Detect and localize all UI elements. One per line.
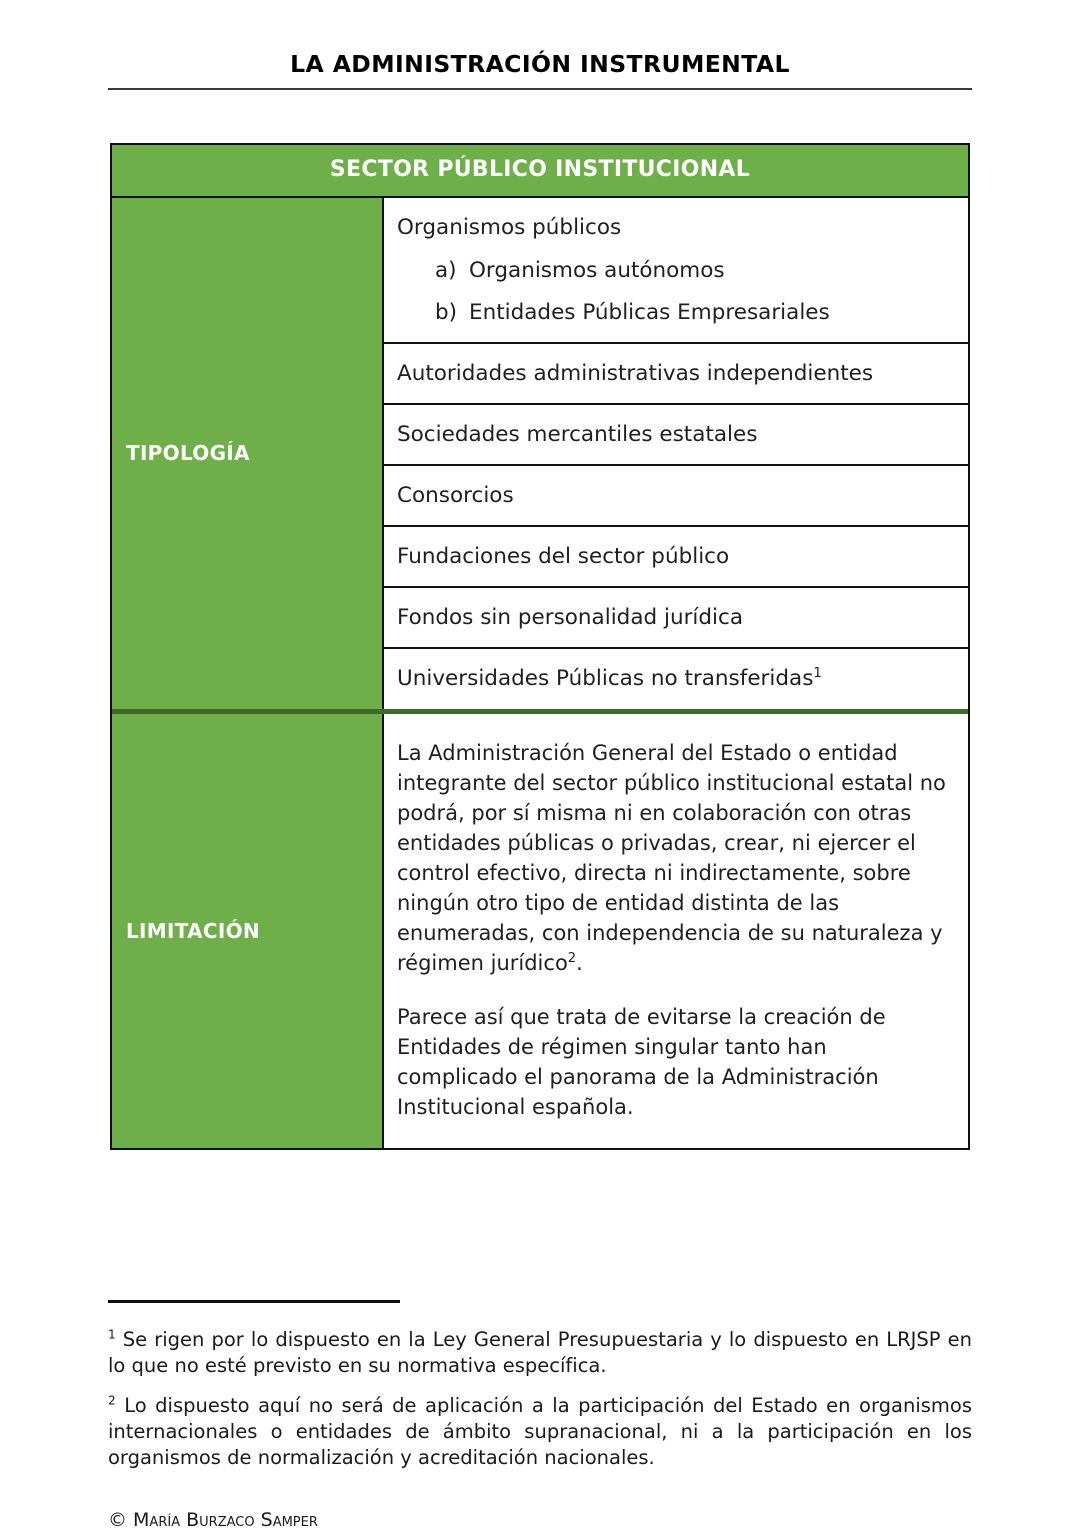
row-label-fundaciones: Fundaciones del sector público bbox=[397, 544, 730, 570]
section-content-tipologia bbox=[384, 198, 968, 708]
document-header bbox=[108, 52, 972, 87]
table-section-tipologia bbox=[112, 198, 968, 708]
table-header-band bbox=[112, 145, 968, 198]
table-row bbox=[384, 647, 968, 708]
list-item bbox=[397, 298, 956, 327]
footnote-marker-2: 2 bbox=[108, 1393, 116, 1408]
section-content-limitacion bbox=[384, 714, 968, 1148]
footer-copyright: © María Burzaco Samper bbox=[108, 1509, 318, 1531]
footnote-separator-rule bbox=[108, 1300, 400, 1303]
table-section-limitacion bbox=[112, 709, 968, 1148]
row-label-sociedades-mercantiles: Sociedades mercantiles estatales bbox=[397, 421, 758, 447]
table-row bbox=[384, 342, 968, 403]
footnote-ref-2: 2 bbox=[567, 950, 577, 966]
section-label-cell-tipologia bbox=[112, 198, 384, 708]
row-label-autoridades-administrativas: Autoridades administrativas independientes bbox=[397, 360, 874, 386]
footnotes-area bbox=[108, 1327, 972, 1471]
table-row bbox=[384, 525, 968, 586]
list-item-label-organismos-autonomos: Organismos autónomos bbox=[469, 258, 725, 284]
list-item-label-entidades-publicas-empresariales: Entidades Públicas Empresariales bbox=[469, 300, 830, 326]
row-label-organismos-publicos: Organismos públicos bbox=[397, 215, 622, 241]
table-row bbox=[384, 403, 968, 464]
row-label-universidades-text: Universidades Públicas no transferidas bbox=[397, 666, 814, 692]
footnote-2-text: Lo dispuesto aquí no será de aplicación a la participación del Estado en organismos internacionales o entidades de ámbito supranacional, ni a la participación en los organismos de normalización y acreditación nacionales. bbox=[108, 1393, 972, 1469]
footnote-1 bbox=[108, 1327, 972, 1379]
limitacion-paragraph-1-text: La Administración General del Estado o entidad integrante del sector público institucional estatal no podrá, por sí misma ni en colaboración con otras entidades públicas o privadas, crear, ni ejercer el control efectivo, directa ni indirectamente, sobre ningún otro tipo de entidad distinta de las enumeradas, con independencia de su naturaleza y régimen jurídico bbox=[397, 740, 946, 975]
section-label-tipologia: TIPOLOGÍA bbox=[126, 441, 250, 466]
row-label-fondos: Fondos sin personalidad jurídica bbox=[397, 605, 744, 631]
footnote-ref-1: 1 bbox=[813, 666, 822, 682]
list-marker-b: b) bbox=[435, 300, 458, 326]
section-label-cell-limitacion bbox=[112, 714, 384, 1148]
table-row bbox=[384, 198, 968, 341]
section-label-limitacion: LIMITACIÓN bbox=[126, 918, 260, 943]
limitacion-paragraph-2: Parece así que trata de evitarse la creación de Entidades de régimen singular tanto han complicado el panorama de la Administración Institucional española. bbox=[397, 1004, 886, 1119]
list-marker-a: a) bbox=[435, 258, 457, 284]
limitacion-paragraph-1 bbox=[397, 738, 946, 978]
row-label-consorcios: Consorcios bbox=[397, 482, 514, 508]
row-label-universidades-publicas bbox=[397, 663, 956, 694]
footnote-2 bbox=[108, 1393, 972, 1471]
footnote-1-text: Se rigen por lo dispuesto en la Ley General Presupuestaria y lo dispuesto en LRJSP en lo que no esté previsto en su normativa específica. bbox=[108, 1328, 973, 1377]
organismos-publicos-sublist bbox=[397, 256, 956, 327]
table-header-title: SECTOR PÚBLICO INSTITUCIONAL bbox=[329, 157, 751, 182]
sector-publico-table bbox=[110, 143, 970, 1150]
document-footer bbox=[108, 1509, 708, 1531]
list-item bbox=[397, 256, 956, 285]
table-row bbox=[384, 464, 968, 525]
table-row bbox=[384, 586, 968, 647]
header-divider-rule bbox=[108, 88, 972, 90]
page-title: LA ADMINISTRACIÓN INSTRUMENTAL bbox=[290, 50, 790, 78]
footnote-marker-1: 1 bbox=[108, 1327, 116, 1342]
limitacion-paragraph-1-tail: . bbox=[576, 950, 583, 975]
